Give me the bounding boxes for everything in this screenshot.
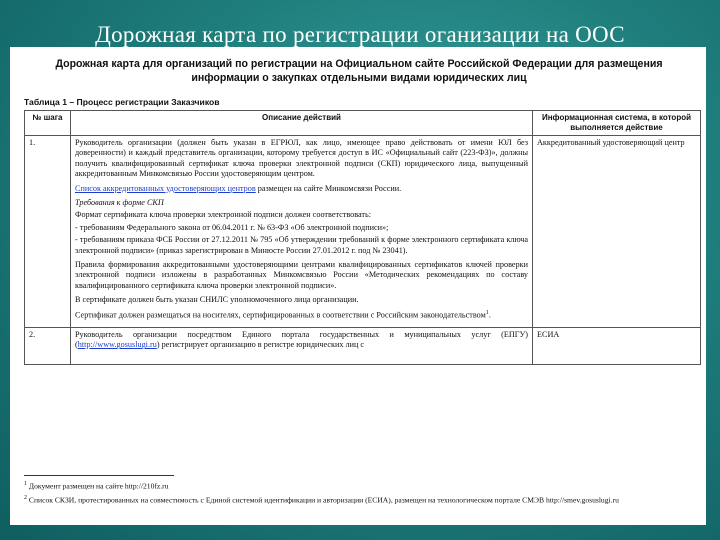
step-number: 2. [25, 327, 71, 364]
header-step-number: № шага [25, 111, 71, 136]
link-suffix-text: размещен на сайте Минкомсвязи России. [257, 183, 402, 193]
table-row [25, 327, 701, 364]
footnote-text: Список СКЗИ, протестированных на совместимость с Единой системой идентификации и авторизации (ЕСИА), размещен на технологическом портале СМЭВ http://smev.gosuslugi.ru [28, 495, 619, 505]
accredited-centers-link[interactable]: Список аккредитованных удостоверяющих центров [75, 183, 256, 193]
step-system: ЕСИА [533, 327, 701, 364]
footnote-mark: 1 [485, 309, 489, 316]
footnote-mark: 2 [24, 494, 27, 501]
description-text: ) регистрирует организацию в регистре юридических лиц с [156, 340, 365, 350]
gosuslugi-link[interactable]: http://www.gosuslugi.ru [77, 340, 157, 350]
description-paragraph [75, 330, 528, 351]
footnote [24, 479, 700, 492]
step-description [71, 327, 533, 364]
table-caption: Таблица 1 – Процесс регистрации Заказчиков [24, 97, 220, 107]
footnote-mark: 1 [24, 481, 27, 487]
footnote-text: Документ размещен на сайте http://210fz.ru [28, 481, 169, 491]
description-paragraph: В сертификате должен быть указан СНИЛС уполномоченного лица организации. [75, 295, 359, 305]
description-text: Руководитель организации посредством Единого портала государственных и муниципальных услуг (ЕПГУ) ( [75, 329, 528, 350]
footnotes [24, 475, 700, 506]
step-description [71, 136, 533, 328]
step-system: Аккредитованный удостоверяющий центр [533, 136, 701, 328]
table-header-row [25, 111, 701, 136]
table-row [25, 136, 701, 328]
document-page [10, 47, 706, 525]
description-paragraph: Формат сертификата ключа проверки электронной подписи должен соответствовать: [75, 210, 372, 220]
description-paragraph [75, 184, 528, 194]
header-system: Информационная система, в которой выполняется действие [533, 111, 701, 136]
description-paragraph: - требованиям приказа ФСБ России от 27.12.2011 № 795 «Об утверждении требований к форме электронного сертификата ключа электронной подписи» (приказ зарегистрирован в Минюсте России 27.01.2012 г. под № 23041). [75, 235, 528, 255]
registration-table [24, 110, 701, 365]
description-paragraph: Сертификат должен размещаться на носителях, сертифицированных в соответствии с Российским законодательством$^1$. [75, 309, 491, 320]
header-description: Описание действий [71, 111, 533, 136]
description-paragraph: - требованиям Федерального закона от 06.04.2011 г. № 63-ФЗ «Об электронной подписи»; [75, 222, 389, 232]
requirements-subheading: Требования к форме СКП [75, 198, 164, 208]
footnote-divider [24, 475, 174, 476]
description-paragraph: Правила формирования аккредитованными удостоверяющими центрами квалифицированных сертификатов ключей проверки электронной подписи изложены в разработанных Минкомсвязью России «Методических рекомендациях по составу квалифицированного сертификата ключа проверки электронной подписи». [75, 260, 528, 290]
slide-title: Дорожная карта по регистрации оганизации на ООС [95, 22, 625, 47]
description-text: Сертификат должен размещаться на носителях, сертифицированных в соответствии с Российским законодательством [75, 310, 486, 320]
footnote [24, 493, 700, 506]
document-heading: Дорожная карта для организаций по регистрации на Официальном сайте Российской Федерации для размещения информации о закупках отдельными видами юридических лиц [55, 58, 663, 84]
step-number: 1. [25, 136, 71, 328]
description-paragraph: Руководитель организации (должен быть указан в ЕГРЮЛ, как лицо, имеющее право действовать от имени ЮЛ без доверенности) и каждый представитель организации, которому требуется доступ в ИС «Официальный сайт (223-ФЗ)», должны получить квалифицированный сертификат ключа проверки электронной подписи (СКП) юридического лица, выпущенный аккредитованным Минкомсвязью России удостоверяющим центром. [75, 138, 528, 179]
